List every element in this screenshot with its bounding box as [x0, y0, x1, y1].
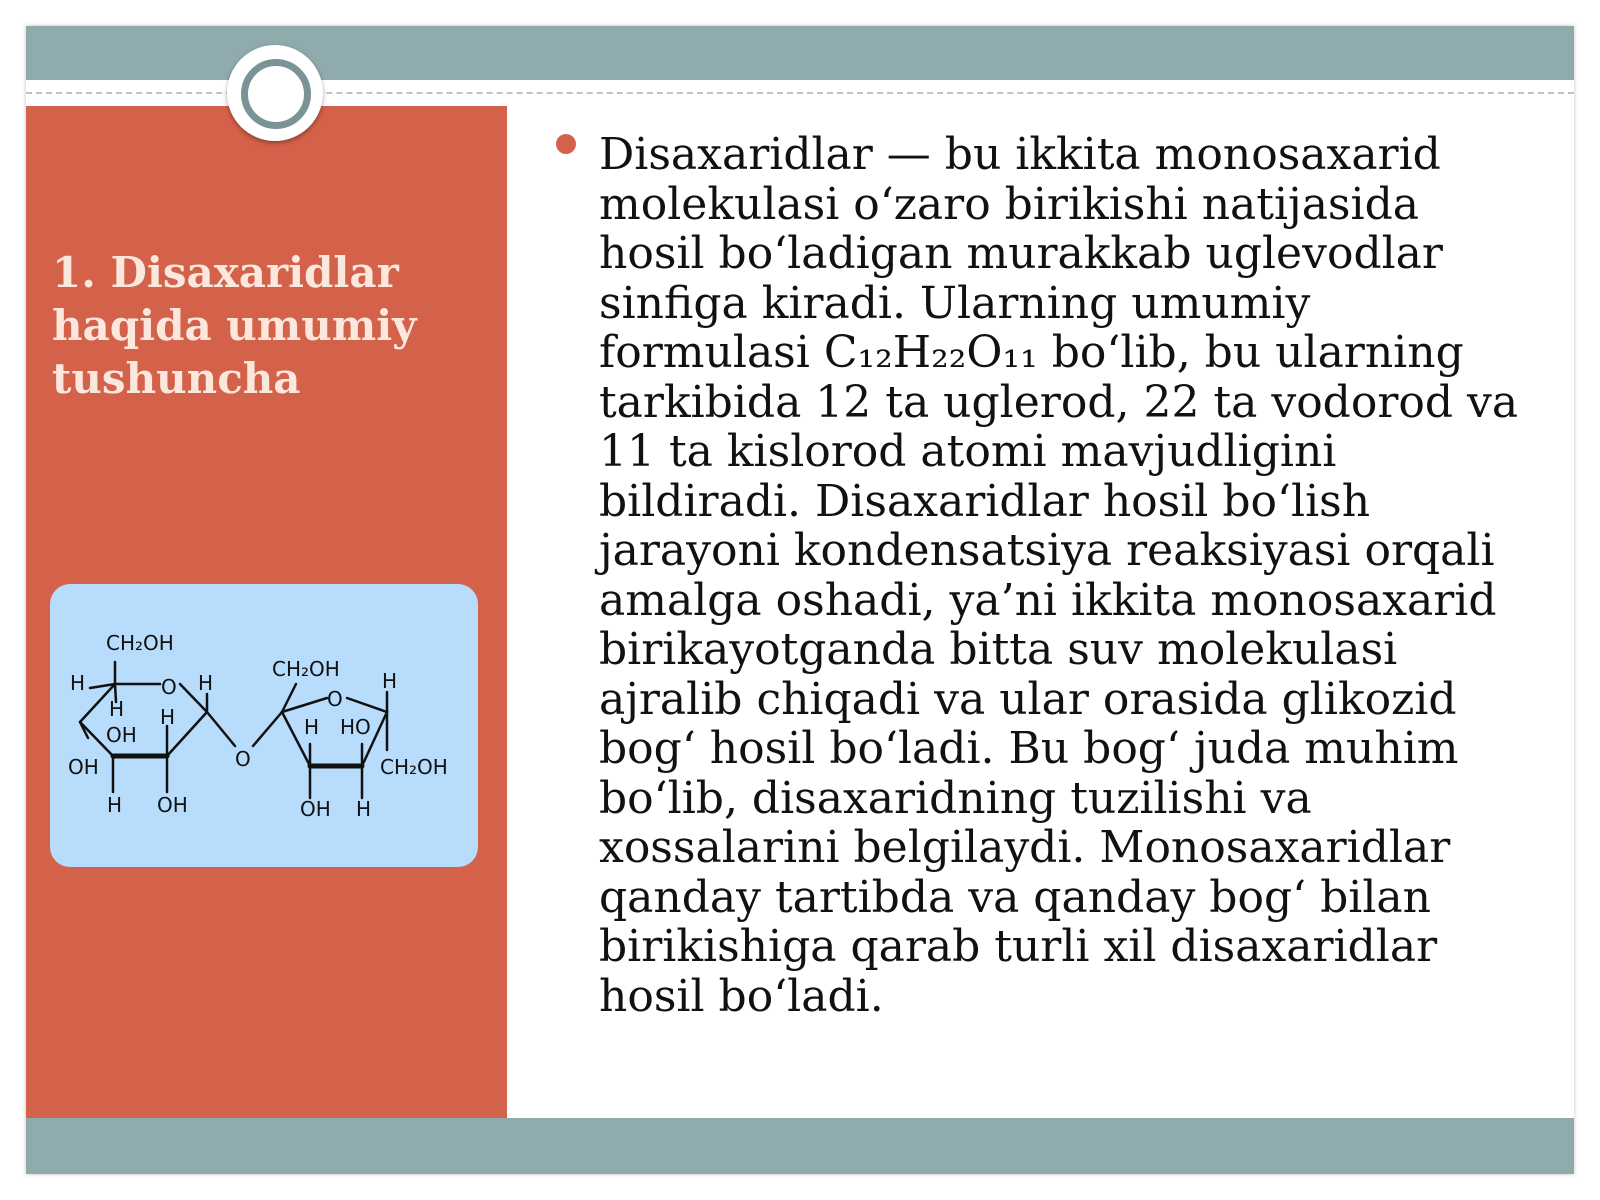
- body-paragraph: [599, 130, 1554, 1021]
- label-oh-3: OH: [157, 793, 188, 817]
- label-h-5: H: [107, 793, 123, 817]
- slide: [26, 26, 1574, 1174]
- body-line: sinfiga kiradi. Ularning umumiy: [599, 277, 1311, 329]
- bottom-band: [26, 1118, 1574, 1174]
- body-line: hosil bo‘ladi.: [599, 970, 884, 1022]
- body-line: bog‘ hosil bo‘ladi. Bu bog‘ juda muhim: [599, 723, 1459, 774]
- label-oh-4: OH: [300, 797, 331, 821]
- label-o-ring-2: O: [327, 687, 343, 711]
- body-line: molekulasi o‘zaro birikishi natijasida: [599, 178, 1419, 230]
- label-ho-1: HO: [340, 715, 371, 739]
- body-line: xossalarini belgilaydi. Monosaxaridlar: [599, 822, 1451, 873]
- label-h-6: H: [382, 669, 398, 693]
- label-h-7: H: [304, 715, 320, 739]
- label-ch2oh-1: CH₂OH: [106, 631, 174, 655]
- label-o-ring-1: O: [161, 675, 177, 699]
- body-line: birikayotganda bitta suv molekulasi: [599, 624, 1398, 675]
- label-h-2: H: [198, 671, 214, 695]
- label-o-bridge: O: [235, 747, 251, 771]
- label-h-1: H: [70, 671, 86, 695]
- label-h-8: H: [356, 797, 372, 821]
- label-h-3: H: [109, 697, 125, 721]
- body-line: birikishiga qarab turli xil disaxaridlar: [599, 921, 1438, 972]
- label-oh-2: OH: [68, 755, 99, 779]
- body-line: amalga oshadi, ya’ni ikkita monosaxarid: [599, 574, 1497, 626]
- body-line: bo‘lib, disaxaridning tuzilishi va: [599, 772, 1312, 824]
- body-line: ajralib chiqadi va ular orasida glikozid: [599, 673, 1457, 725]
- label-h-4: H: [160, 705, 176, 729]
- molecule-diagram: [50, 584, 478, 867]
- bullet-dot-icon: [556, 134, 576, 154]
- label-ch2oh-3: CH₂OH: [380, 755, 448, 779]
- body-line: qanday tartibda va qanday bog‘ bilan: [599, 871, 1431, 923]
- body-line: Disaxaridlar — bu ikkita monosaxarid: [599, 129, 1441, 180]
- body-line: hosil bo‘ladigan murakkab uglevodlar: [599, 228, 1443, 279]
- ring-inner: [241, 59, 311, 129]
- title-panel: [26, 106, 507, 1118]
- disaccharide-structure: [50, 584, 478, 867]
- label-oh-1: OH: [106, 723, 137, 747]
- body-line: bildiradi. Disaxaridlar hosil bo‘lish: [599, 475, 1371, 527]
- body-line: tarkibida 12 ta uglerod, 22 ta vodorod va: [599, 376, 1519, 428]
- label-ch2oh-2: CH₂OH: [272, 657, 340, 681]
- decorative-ring: [227, 45, 323, 141]
- slide-title: 1. Disaxaridlar haqida umumiy tushuncha: [52, 248, 417, 403]
- body-line: formulasi C₁₂H₂₂O₁₁ bo‘lib, bu ularning: [599, 327, 1464, 378]
- body-line: jarayoni kondensatsiya reaksiyasi orqali: [599, 525, 1495, 576]
- body-line: 11 ta kislorod atomi mavjudligini: [599, 426, 1337, 477]
